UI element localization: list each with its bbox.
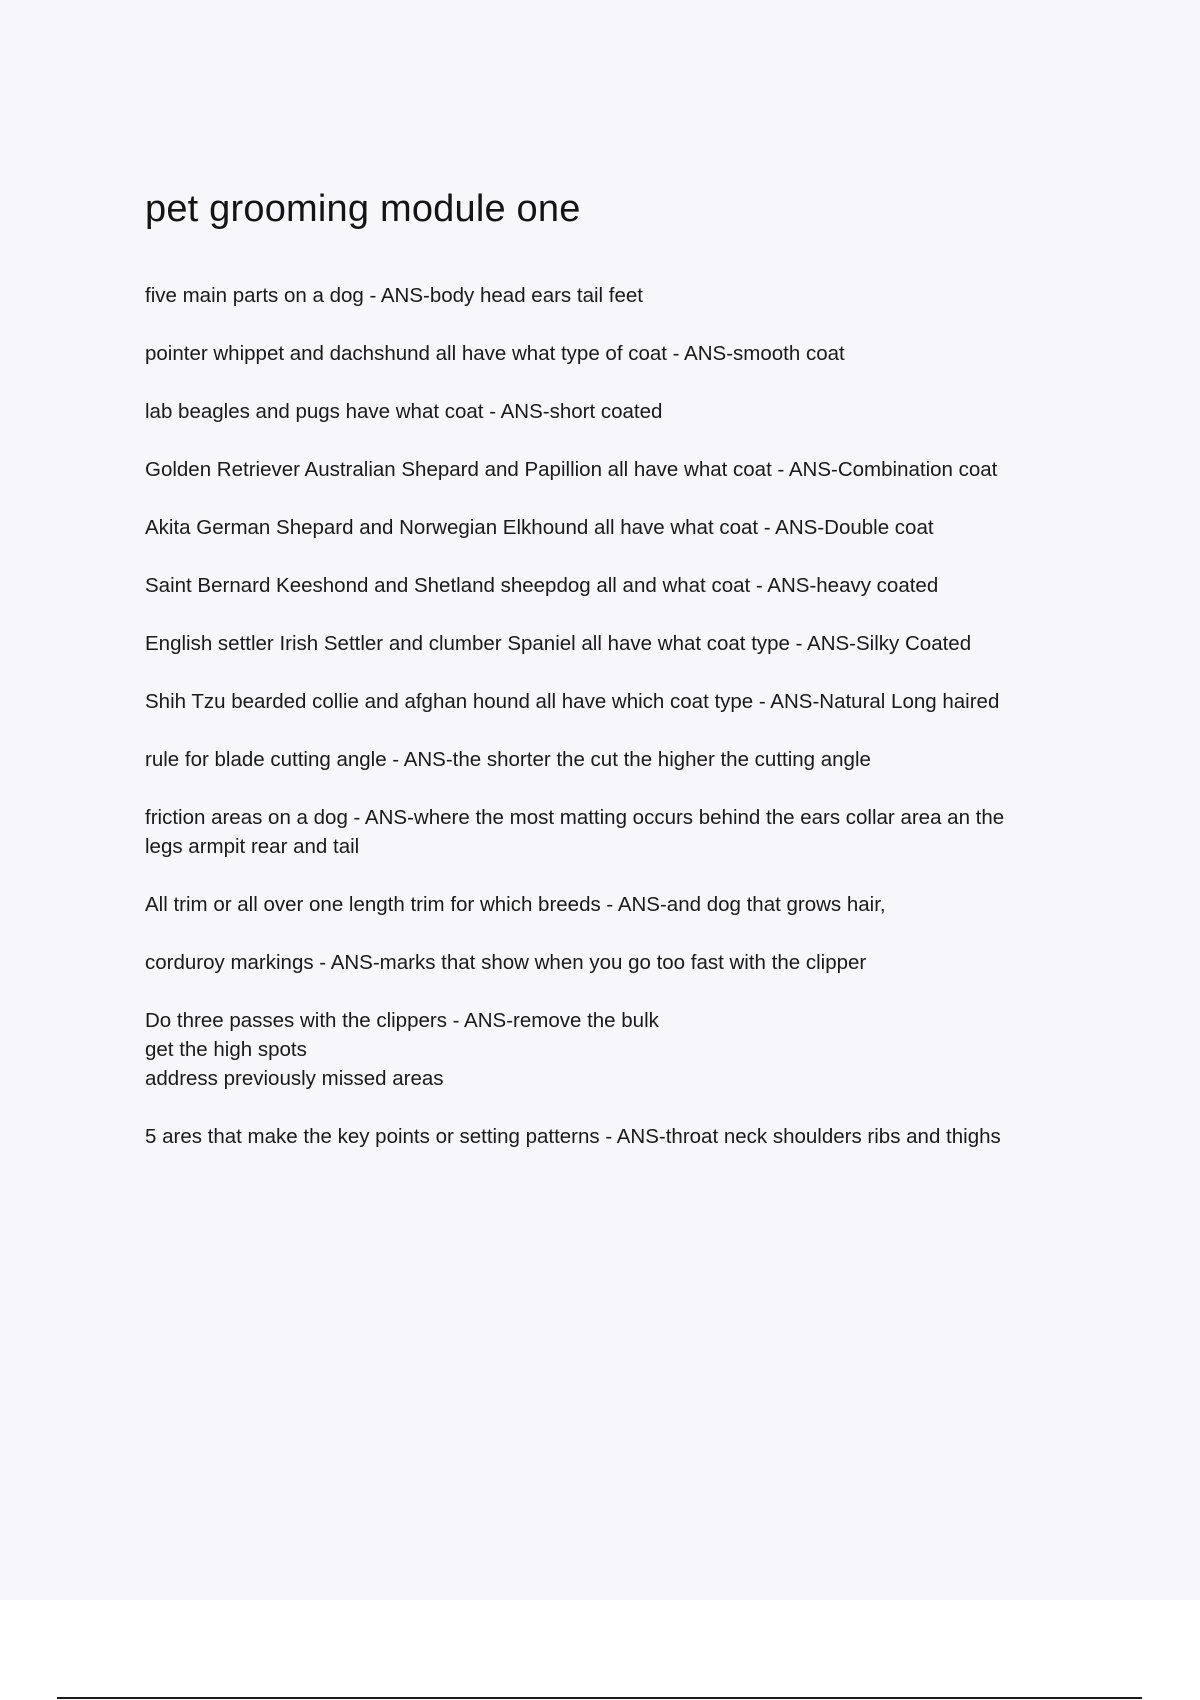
qa-item: friction areas on a dog - ANS-where the most matting occurs behind the ears collar area an the legs armpit rear and tail [145,806,1005,858]
qa-item: lab beagles and pugs have what coat - ANS-short coated [145,400,663,423]
qa-item: Akita German Shepard and Norwegian Elkhound all have what coat - ANS-Double coat [145,516,934,539]
qa-item: Do three passes with the clippers - ANS-remove the bulk get the high spots address previously missed areas [145,1009,659,1090]
qa-item: Golden Retriever Australian Shepard and Papillion all have what coat - ANS-Combination coat [145,458,998,481]
qa-item: five main parts on a dog - ANS-body head ears tail feet [145,284,643,307]
document-title: pet grooming module one [145,188,581,230]
qa-item: All trim or all over one length trim for which breeds - ANS-and dog that grows hair, [145,893,886,916]
document-content [145,183,1085,1180]
qa-item: Saint Bernard Keeshond and Shetland sheepdog all and what coat - ANS-heavy coated [145,574,939,597]
qa-item: 5 ares that make the key points or setting patterns - ANS-throat neck shoulders ribs and thighs [145,1125,1001,1148]
qa-item: Shih Tzu bearded collie and afghan hound all have which coat type - ANS-Natural Long haired [145,690,1000,713]
qa-item: English settler Irish Settler and clumber Spaniel all have what coat type - ANS-Silky Coated [145,632,972,655]
qa-list [145,281,1085,1151]
qa-item: pointer whippet and dachshund all have what type of coat - ANS-smooth coat [145,342,845,365]
qa-item: corduroy markings - ANS-marks that show when you go too fast with the clipper [145,951,867,974]
qa-item: rule for blade cutting angle - ANS-the shorter the cut the higher the cutting angle [145,748,871,771]
footer-divider [57,1697,1142,1699]
